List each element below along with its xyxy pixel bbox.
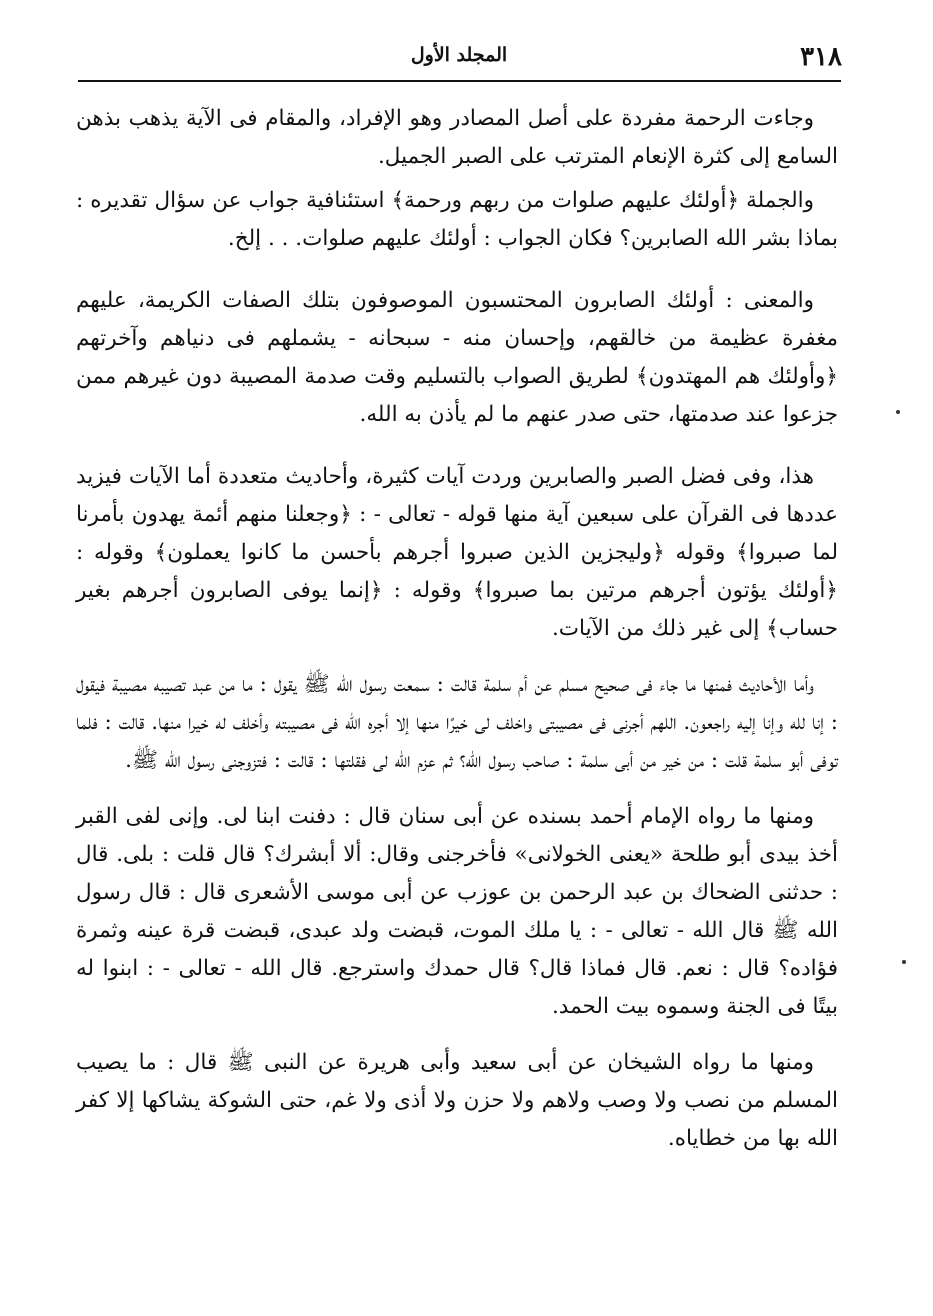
paragraph-hadith-ahmad: ومنها ما رواه الإمام أحمد بسنده عن أبى سنان قال : دفنت ابنا لى. وإنى لفى القبر أخذ بيدى أبو طلحة «يعنى الخولانى» فأخرجنى وقال: ألا أبشرك؟ قال قلت : بلى. قال : حدثنى الضحاك بن عبد الرحمن بن عوزب عن أبى موسى الأشعرى قال : قال رسول الله ﷺ قال الله - تعالى - : يا ملك الموت، قبضت ولد عبدى، قبضت قرة عينه وثمرة فؤاده؟ قال : نعم. قال فماذا قال؟ قال حمدك واسترجع. قال الله - تعالى - : ابنوا له بيتًا فى الجنة وسموه بيت الحمد. — [76, 804, 838, 1019]
running-head: المجلد الأول — [410, 44, 508, 66]
paragraph-rahma: وجاءت الرحمة مفردة على أصل المصادر وهو الإفراد، والمقام فى الآية يذهب بذهن السامع إلى كثرة الإنعام المترتب على الصبر الجميل. — [76, 106, 838, 169]
page-number: ٣١٨ — [800, 42, 842, 72]
page-body — [76, 100, 838, 1176]
page-header — [76, 38, 842, 78]
paragraph-jumla: والجملة ﴿أولئك عليهم صلوات من ربهم ورحمة﴾ استئنافية جواب عن سؤال تقديره : بماذا بشر الله الصابرين؟ فكان الجواب : أولئك عليهم صلوات. . . إلخ. — [76, 188, 838, 251]
paragraph-hadith-shaykhan: ومنها ما رواه الشيخان عن أبى سعيد وأبى هريرة عن النبى ﷺ قال : ما يصيب المسلم من نصب ولا وصب ولاهم ولا حزن ولا أذى ولا غم، حتى الشوكة يشاكها إلا كفر الله بها من خطاياه. — [76, 1050, 838, 1151]
scan-speck — [896, 410, 900, 414]
header-rule — [78, 80, 841, 82]
paragraph-maana: والمعنى : أولئك الصابرون المحتسبون الموصوفون بتلك الصفات الكريمة، عليهم مغفرة عظيمة من خالقهم، وإحسان منه - سبحانه - يشملهم فى دنياهم وآخرتهم ﴿وأولئك هم المهتدون﴾ لطريق الصواب بالتسليم وقت صدمة المصيبة دون غيرهم ممن جزعوا عند صدمتها، حتى صدر عنهم ما لم يأذن به الله. — [76, 288, 838, 427]
paragraph-ayat: هذا، وفى فضل الصبر والصابرين وردت آيات كثيرة، وأحاديث متعددة أما الآيات فيزيد عددها فى القرآن على سبعين آية منها قوله - تعالى - : ﴿وجعلنا منهم أئمة يهدون بأمرنا لما صبروا﴾ وقوله ﴿وليجزين الذين صبروا أجرهم بأحسن ما كانوا يعملون﴾ وقوله : ﴿أولئك يؤتون أجرهم مرتين بما صبروا﴾ وقوله : ﴿إنما يوفى الصابرون أجرهم بغير حساب﴾ إلى غير ذلك من الآيات. — [76, 464, 838, 641]
scan-speck — [902, 960, 906, 964]
paragraph-hadith-muslim: وأما الأحاديث فمنها ما جاء فى صحيح مسلم عن أم سلمة قالت : سمعت رسول الله ﷺ يقول : ما من عبد تصيبه مصيبة فيقول : إنا لله وإنا إليه راجعون. اللهم أجرنى فى مصيبتى واخلف لى خيرًا منها إلا أجره الله فى مصيبته وأخلف له خيرا منها. قالت : فلما توفى أبو سلمة قلت : من خير من أبى سلمة : صاحب رسول الله؟ ثم عزم الله لى فقلتها : قالت : فتزوجنى رسول الله ﷺ. — [76, 672, 838, 773]
